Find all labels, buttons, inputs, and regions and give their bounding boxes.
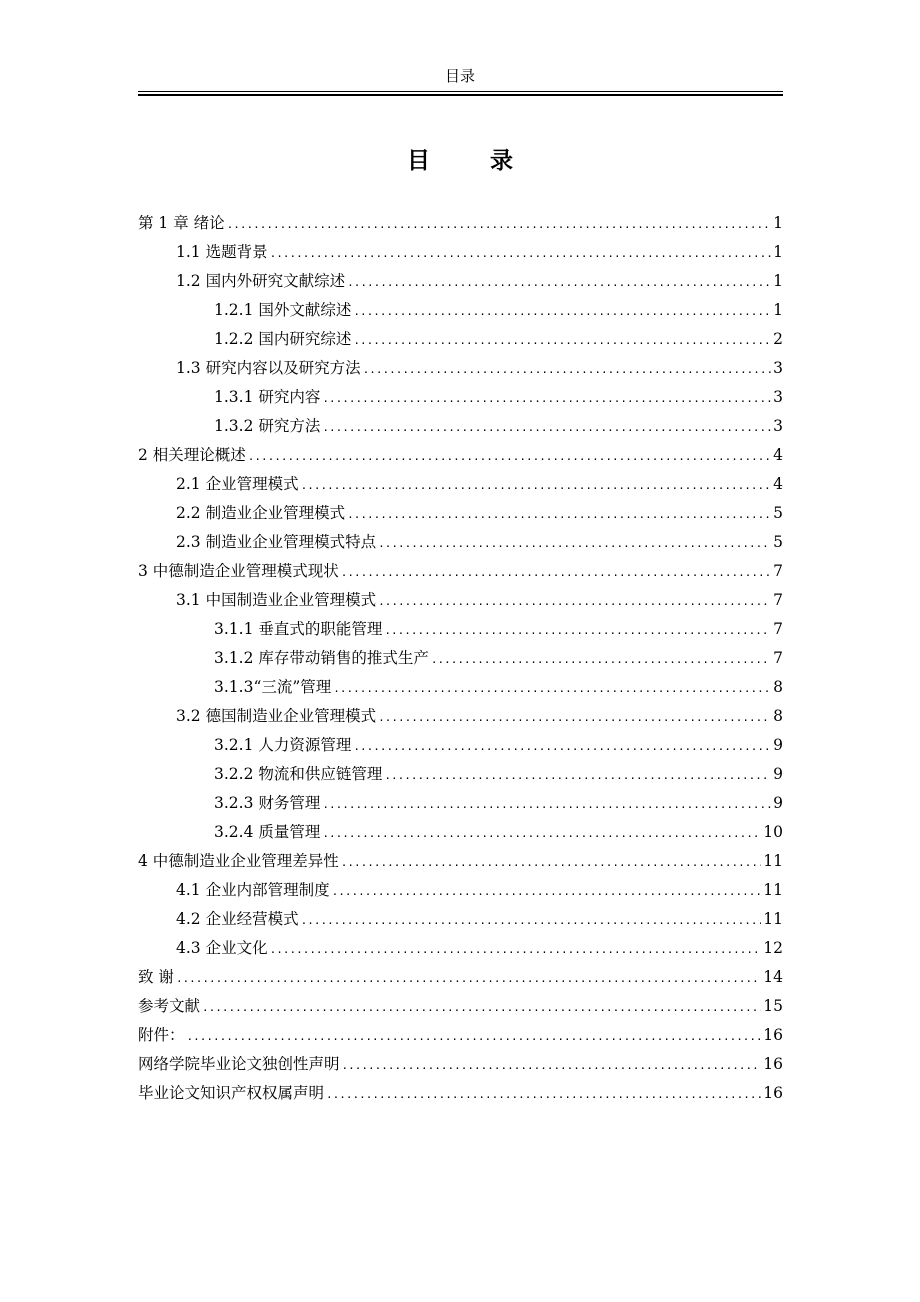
toc-entry[interactable] bbox=[138, 760, 783, 789]
toc-entry-page-number: 3 bbox=[773, 388, 783, 406]
toc-entry-page-number: 16 bbox=[763, 1026, 783, 1044]
toc-entry[interactable] bbox=[138, 238, 783, 267]
toc-entry-page-number: 2 bbox=[773, 330, 783, 348]
toc-dot-leader bbox=[301, 906, 762, 935]
toc-entry-label: 1.2.1 国外文献综述 bbox=[214, 301, 352, 319]
toc-dot-leader bbox=[202, 993, 761, 1022]
toc-entry-page-number: 9 bbox=[773, 765, 783, 783]
toc-dot-leader bbox=[384, 616, 771, 645]
toc-entry[interactable] bbox=[138, 1079, 783, 1108]
toc-entry-label: 1.2.2 国内研究综述 bbox=[214, 330, 352, 348]
toc-entry-page-number: 3 bbox=[773, 417, 783, 435]
toc-entry-label: 网络学院毕业论文独创性声明 bbox=[138, 1055, 340, 1073]
toc-entry-page-number: 16 bbox=[763, 1055, 783, 1073]
toc-dot-leader bbox=[187, 1022, 762, 1051]
toc-entry[interactable] bbox=[138, 528, 783, 557]
toc-entry-page-number: 7 bbox=[773, 620, 783, 638]
toc-entry-label: 3.1.3“三流”管理 bbox=[214, 678, 332, 696]
toc-entry[interactable] bbox=[138, 963, 783, 992]
toc-entry-page-number: 10 bbox=[763, 823, 783, 841]
toc-dot-leader bbox=[378, 703, 771, 732]
toc-dot-leader bbox=[332, 877, 762, 906]
toc-entry[interactable] bbox=[138, 876, 783, 905]
toc-dot-leader bbox=[322, 819, 761, 848]
toc-entry-page-number: 15 bbox=[763, 997, 783, 1015]
toc-entry[interactable] bbox=[138, 412, 783, 441]
toc-dot-leader bbox=[378, 529, 771, 558]
toc-entry-label: 1.3.2 研究方法 bbox=[214, 417, 321, 435]
toc-entry-label: 3.2.4 质量管理 bbox=[214, 823, 321, 841]
toc-entry-label: 致 谢 bbox=[138, 968, 174, 986]
toc-entry-label: 1.1 选题背景 bbox=[176, 243, 268, 261]
toc-entry[interactable] bbox=[138, 1021, 783, 1050]
toc-entry[interactable] bbox=[138, 992, 783, 1021]
toc-entry-label: 4.3 企业文化 bbox=[176, 939, 268, 957]
toc-dot-leader bbox=[353, 732, 771, 761]
toc-entry[interactable] bbox=[138, 354, 783, 383]
toc-entry-page-number: 16 bbox=[763, 1084, 783, 1102]
toc-entry-page-number: 1 bbox=[773, 214, 783, 232]
toc-dot-leader bbox=[322, 790, 771, 819]
toc-dot-leader bbox=[227, 210, 771, 239]
toc-entry-label: 3 中德制造企业管理模式现状 bbox=[138, 562, 339, 580]
toc-entry[interactable] bbox=[138, 441, 783, 470]
toc-entry[interactable] bbox=[138, 499, 783, 528]
toc-entry-label: 1.2 国内外研究文献综述 bbox=[176, 272, 346, 290]
toc-entry[interactable] bbox=[138, 383, 783, 412]
toc-entry-label: 3.1 中国制造业企业管理模式 bbox=[176, 591, 377, 609]
toc-entry-page-number: 4 bbox=[773, 446, 783, 464]
toc-entry[interactable] bbox=[138, 934, 783, 963]
toc-dot-leader bbox=[347, 500, 771, 529]
toc-entry-page-number: 1 bbox=[773, 243, 783, 261]
toc-entry-page-number: 7 bbox=[773, 649, 783, 667]
toc-dot-leader bbox=[342, 1051, 762, 1080]
table-of-contents bbox=[138, 209, 783, 1108]
toc-entry-label: 3.2.2 物流和供应链管理 bbox=[214, 765, 383, 783]
toc-entry-label: 第 1 章 绪论 bbox=[138, 214, 225, 232]
toc-entry[interactable] bbox=[138, 296, 783, 325]
toc-entry[interactable] bbox=[138, 470, 783, 499]
toc-entry-label: 1.3.1 研究内容 bbox=[214, 388, 321, 406]
toc-dot-leader bbox=[341, 558, 771, 587]
toc-dot-leader bbox=[353, 297, 771, 326]
toc-entry[interactable] bbox=[138, 673, 783, 702]
header-rule-thick bbox=[138, 94, 783, 96]
toc-entry-label: 2.3 制造业企业管理模式特点 bbox=[176, 533, 377, 551]
toc-entry-page-number: 3 bbox=[773, 359, 783, 377]
toc-dot-leader bbox=[176, 964, 761, 993]
toc-entry[interactable] bbox=[138, 267, 783, 296]
toc-dot-leader bbox=[353, 326, 771, 355]
toc-entry[interactable] bbox=[138, 789, 783, 818]
toc-entry-label: 4 中德制造业企业管理差异性 bbox=[138, 852, 339, 870]
toc-entry[interactable] bbox=[138, 847, 783, 876]
toc-entry-page-number: 1 bbox=[773, 301, 783, 319]
toc-entry-label: 2 相关理论概述 bbox=[138, 446, 246, 464]
toc-entry-label: 3.2.3 财务管理 bbox=[214, 794, 321, 812]
toc-entry-label: 3.2.1 人力资源管理 bbox=[214, 736, 352, 754]
toc-entry-page-number: 5 bbox=[773, 504, 783, 522]
toc-entry-page-number: 8 bbox=[773, 707, 783, 725]
toc-dot-leader bbox=[322, 413, 771, 442]
toc-entry-page-number: 11 bbox=[763, 852, 783, 870]
toc-entry-page-number: 5 bbox=[773, 533, 783, 551]
toc-dot-leader bbox=[322, 384, 771, 413]
toc-entry-page-number: 9 bbox=[773, 736, 783, 754]
toc-dot-leader bbox=[378, 587, 771, 616]
toc-dot-leader bbox=[341, 848, 761, 877]
toc-entry[interactable] bbox=[138, 586, 783, 615]
toc-entry[interactable] bbox=[138, 557, 783, 586]
toc-entry[interactable] bbox=[138, 325, 783, 354]
toc-entry-label: 参考文献 bbox=[138, 997, 201, 1015]
toc-dot-leader bbox=[326, 1080, 761, 1109]
toc-dot-leader bbox=[301, 471, 772, 500]
toc-dot-leader bbox=[431, 645, 771, 674]
toc-entry-label: 3.2 德国制造业企业管理模式 bbox=[176, 707, 377, 725]
toc-entry-page-number: 9 bbox=[773, 794, 783, 812]
toc-entry-page-number: 8 bbox=[773, 678, 783, 696]
toc-entry-page-number: 14 bbox=[763, 968, 783, 986]
toc-entry[interactable] bbox=[138, 702, 783, 731]
toc-entry-label: 3.1.1 垂直式的职能管理 bbox=[214, 620, 383, 638]
toc-dot-leader bbox=[333, 674, 771, 703]
toc-entry[interactable] bbox=[138, 731, 783, 760]
toc-entry-label: 毕业论文知识产权权属声明 bbox=[138, 1084, 325, 1102]
toc-entry-label: 1.3 研究内容以及研究方法 bbox=[176, 359, 361, 377]
toc-dot-leader bbox=[270, 935, 762, 964]
toc-entry[interactable] bbox=[138, 818, 783, 847]
toc-entry-page-number: 12 bbox=[763, 939, 783, 957]
toc-entry[interactable] bbox=[138, 615, 783, 644]
toc-entry-page-number: 1 bbox=[773, 272, 783, 290]
toc-dot-leader bbox=[384, 761, 771, 790]
toc-dot-leader bbox=[347, 268, 771, 297]
toc-entry-page-number: 11 bbox=[763, 910, 783, 928]
toc-entry-label: 附件： bbox=[138, 1026, 185, 1044]
toc-entry-page-number: 7 bbox=[773, 591, 783, 609]
toc-entry-label: 4.1 企业内部管理制度 bbox=[176, 881, 330, 899]
toc-title: 目 录 bbox=[406, 147, 539, 174]
toc-entry-label: 2.1 企业管理模式 bbox=[176, 475, 299, 493]
toc-entry[interactable] bbox=[138, 1050, 783, 1079]
running-header: 目录 bbox=[444, 67, 475, 85]
toc-entry-label: 2.2 制造业企业管理模式 bbox=[176, 504, 346, 522]
toc-entry-label: 3.1.2 库存带动销售的推式生产 bbox=[214, 649, 429, 667]
toc-entry-page-number: 11 bbox=[763, 881, 783, 899]
toc-entry-page-number: 7 bbox=[773, 562, 783, 580]
toc-dot-leader bbox=[270, 239, 772, 268]
toc-entry[interactable] bbox=[138, 905, 783, 934]
toc-dot-leader bbox=[248, 442, 771, 471]
toc-entry[interactable] bbox=[138, 209, 783, 238]
toc-entry[interactable] bbox=[138, 644, 783, 673]
toc-entry-label: 4.2 企业经营模式 bbox=[176, 910, 299, 928]
header-rule-thin bbox=[138, 91, 783, 92]
toc-entry-page-number: 4 bbox=[773, 475, 783, 493]
toc-dot-leader bbox=[363, 355, 772, 384]
